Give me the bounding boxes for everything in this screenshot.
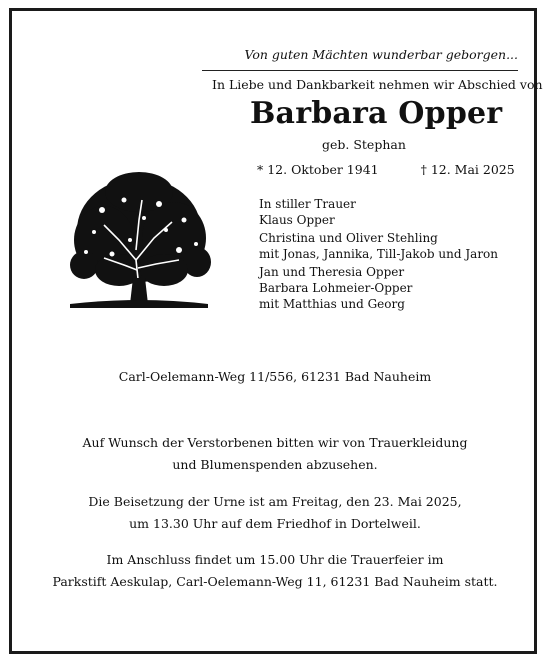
intro-text: In Liebe und Dankbarkeit nehmen wir Abschied von xyxy=(212,77,543,92)
notice-line: um 13.30 Uhr auf dem Friedhof in Dortelweil. xyxy=(129,516,421,531)
mourner-line: mit Matthias und Georg xyxy=(259,297,405,311)
notice-line: Parkstift Aeskulap, Carl-Oelemann-Weg 11, 61231 Bad Nauheim statt. xyxy=(52,574,498,589)
mourner-group xyxy=(259,264,498,312)
mourner-line: Jan und Theresia Opper xyxy=(259,265,405,279)
notice-ceremony xyxy=(0,549,550,593)
birth-name: geb. Stephan xyxy=(322,137,406,152)
tree-icon xyxy=(64,170,214,310)
notice-line: Die Beisetzung der Urne ist am Freitag, den 23. Mai 2025, xyxy=(88,494,462,509)
notice-line: Im Anschluss findet um 15.00 Uhr die Trauerfeier im xyxy=(106,552,444,567)
deceased-name: Barbara Opper xyxy=(250,96,503,131)
mourners-list xyxy=(259,196,498,314)
motto: Von guten Mächten wunderbar geborgen... xyxy=(244,47,518,62)
mourner-line: Christina und Oliver Stehling xyxy=(259,231,438,245)
notice-line: und Blumenspenden abzusehen. xyxy=(172,457,378,472)
mourner-line: In stiller Trauer xyxy=(259,197,356,211)
death-date: † 12. Mai 2025 xyxy=(420,162,515,177)
address: Carl-Oelemann-Weg 11/556, 61231 Bad Nauheim xyxy=(118,369,432,384)
divider-line xyxy=(202,70,518,71)
notice-flowers xyxy=(0,432,550,476)
birth-date: * 12. Oktober 1941 xyxy=(257,162,379,177)
life-dates xyxy=(257,162,515,177)
mourner-group xyxy=(259,230,498,262)
mourner-line: Klaus Opper xyxy=(259,213,335,227)
notice-burial xyxy=(0,491,550,535)
mourner-group xyxy=(259,196,498,228)
mourner-line: Barbara Lohmeier-Opper xyxy=(259,281,413,295)
mourner-line: mit Jonas, Jannika, Till-Jakob und Jaron xyxy=(259,247,499,261)
notice-line: Auf Wunsch der Verstorbenen bitten wir von Trauerkleidung xyxy=(82,435,468,450)
